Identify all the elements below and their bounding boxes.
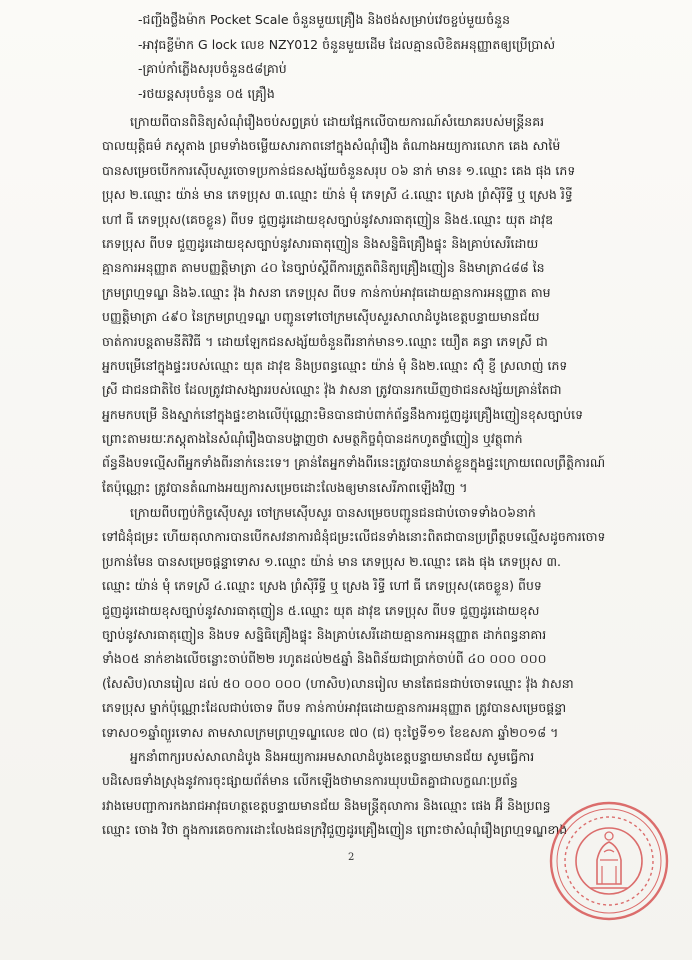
text-line: ប្រកាន់មែន បានសម្រេចផ្តន្ទាទោស ១.ឈ្មោះ យ៉ាន់ មាន ភេទប្រុស ២.ឈ្មោះ គេង ផុង ភេទប្រុស ៣. <box>102 553 562 569</box>
text-line: បាលយុត្តិធម៌ ភស្តុតាង ព្រមទាំងចម្លើយសារភាពនៅក្នុងសំណុំរឿង តំណាងអយ្យការលោក គេង សាម៉ៃ <box>102 138 561 154</box>
text-line: អ្នកបម្រើនៅក្នុងផ្ទះរបស់ឈ្មោះ យុត ដាវុឌ និងប្រពន្ធឈ្មោះ យ៉ាន់ មុំ និង២.ឈ្មោះ ស៊ុំ ខ្ញី ស្រលាញ់ ភេទ <box>102 357 568 373</box>
text-line: ច្បាប់នូវសារធាតុញៀន និងបទ សន្និធិគ្រឿងផ្ទុះ និងគ្រាប់សេរីដោយគ្មានការអនុញ្ញាត ដាក់ពន្ធនាគារ <box>102 626 547 642</box>
paragraph-prosecution <box>102 110 668 500</box>
page-number: 2 <box>348 852 355 863</box>
text-line: ក្រោយពីបានពិនិត្យសំណុំរឿងចប់សព្វគ្រប់ ដោយផ្អែកលើបាយការណ៍សំយោគរបស់មន្ត្រីនគរ <box>130 114 545 129</box>
text-line: ស្រី ជាជនជាតិថៃ ដែលត្រូវជាសង្សាររបស់ឈ្មោះ វ៉ុង វាសនា ត្រូវបានរកឃើញថាជនសង្ស័យគ្រាន់តែជា <box>102 382 562 398</box>
text-line: ក្រោយពីបញ្ចប់កិច្ចស៊ើបសួរ ចៅក្រមស៊ើបសួរ បានសម្រេចបញ្ជូនជនជាប់ចោទទាំង០៦នាក់ <box>130 505 536 520</box>
text-line: ក្រមព្រហ្មទណ្ឌ និង៦.ឈ្មោះ វ៉ុង វាសនា ភេទប្រុស ពីបទ កាន់កាប់អាវុធដោយគ្មានការអនុញ្ញាត តាម <box>102 284 551 300</box>
list-item: -គ្រាប់កាំភ្លើងសរុបចំនួន៥៨គ្រាប់ <box>138 61 287 76</box>
text-line: អ្នកមកបម្រើ និងស្នាក់នៅក្នុងផ្ទះខាងលើប៉ុណ្ណោះមិនបានជាប់ពាក់ព័ន្ធនឹងការជួញដូរគ្រឿងញៀនខុសច្បាប់ទេ <box>102 406 584 422</box>
text-line: ភេទប្រុស ពីបទ ជួញដូរដោយខុសច្បាប់នូវសារធាតុញៀន និងសន្និធិគ្រឿងផ្ទុះ និងគ្រាប់សេរីដោយ <box>102 235 539 251</box>
text-line: ទាំង០៥ នាក់ខាងលើចន្លោះចាប់ពី២២ រហូតដល់២៥ឆ្នាំ និងពិន័យជាប្រាក់ចាប់ពី ៤០ ០០០ ០០០ <box>102 651 547 667</box>
text-line: ចាត់ការបន្តតាមនីតិវិធី ។ ដោយឡែកជនសង្ស័យចំនួនពីរនាក់មាន១.ឈ្មោះ យឿត គន្ធា ភេទស្រី ជា <box>102 333 548 349</box>
text-line: ឈ្មោះ យ៉ាន់ មុំ ភេទស្រី ៤.ឈ្មោះ ស្រេង ព្រំស៊ិរីទ្ធី ឬ ស្រេង រិទ្ធី ហៅ ធី ភេទប្រុស(គេចខ្លួន) ពីបទ <box>102 578 542 594</box>
text-line: ទោស០១ឆ្នាំព្យួរទោស តាមសាលក្រមព្រហ្មទណ្ឌលេខ ៧០ (ជ) ចុះថ្ងៃទី១១ ខែឧសភា ឆ្នាំ២០១៨ ។ <box>102 724 559 740</box>
paragraph-verdict <box>102 501 668 745</box>
text-line: ទៅជំនុំជម្រះ ហើយតុលាការបានបើកសវនាការជំនុំជម្រះលើជនទាំងនោះពិតជាបានប្រព្រឹត្តបទល្មើសដូចការចោទ <box>102 529 606 545</box>
text-line: ភេទប្រុស ម្នាក់ប៉ុណ្ណោះដែលជាប់ចោទ ពីបទ កាន់កាប់អាវុធដោយគ្មានការអនុញ្ញាត ត្រូវបានសម្រេចផ្តន្ទា <box>102 700 567 716</box>
text-line: ជួញដូរដោយខុសច្បាប់នូវសារធាតុញៀន ៥.ឈ្មោះ យុត ដាវុឌ ភេទប្រុស ពីបទ ជួញដូរដោយខុស <box>102 602 540 618</box>
text-line: បញ្ញត្តិមាត្រា ៤៩០ នៃក្រមព្រហ្មទណ្ឌ បញ្ជូនទៅចៅក្រមស៊ើបសួរសាលាដំបូងខេត្តបន្ទាយមានជ័យ <box>102 309 540 325</box>
text-line: ព្រោះតាមរយៈភស្តុតាងនៃសំណុំរឿងបានបង្ហាញថា សមត្ថកិច្ចពុំបានដកហូតថ្នាំញៀន ឬវត្ថុពាក់ <box>102 431 523 447</box>
official-seal-stamp <box>548 800 670 922</box>
list-item: -អាវុធខ្លីម៉ាក G lock លេខ NZY012 ចំនួនមួយដើម ដែលគ្មានលិខិតអនុញ្ញាតឲ្យប្រើប្រាស់ <box>138 36 556 52</box>
evidence-list <box>138 8 658 106</box>
list-item: -ជញ្ជីងថ្លឹងម៉ាក Pocket Scale ចំនួនមួយគ្រឿង និងថង់សម្រាប់វេចខ្ចប់មួយចំនួន <box>138 12 511 27</box>
list-item: -រថយន្តសរុបចំនួន ០៥ គ្រឿង <box>138 85 275 101</box>
text-line: ហៅ ធី ភេទប្រុស(គេចខ្លួន) ពីបទ ជួញដូរដោយខុសច្បាប់នូវសារធាតុញៀន និង៥.ឈ្មោះ យុត ដាវុឌ <box>102 211 554 227</box>
text-line: តែប៉ុណ្ណោះ ត្រូវបានតំណាងអយ្យការសម្រេចដោះលែងឲ្យមានសេរីភាពឡើងវិញ ។ <box>102 479 468 495</box>
text-line: បដិសេធទាំងស្រុងនូវការចុះផ្សាយព័ត៌មាន លើកឡើងថាមានការឃុបឃិតគ្នាជាលក្ខណៈប្រព័ន្ធ <box>102 773 518 789</box>
text-line: (សែសិប)លានរៀល ដល់ ៥០ ០០០ ០០០ (ហាសិប)លានរៀល មានតែជនជាប់ចោទឈ្មោះ វ៉ុង វាសនា <box>102 675 574 691</box>
text-line: គ្មានការអនុញ្ញាត តាមបញ្ញត្តិមាត្រា ៤០ នៃច្បាប់ស្តីពីការត្រួតពិនិត្យគ្រឿងញៀន និងមាត្រា៤៨៨ នៃ <box>102 260 545 276</box>
text-line: ប្រុស ២.ឈ្មោះ យ៉ាន់ មាន ភេទប្រុស ៣.ឈ្មោះ យ៉ាន់ មុំ ភេទស្រី ៤.ឈ្មោះ ស្រេង ព្រំស៊ិរីទ្ធី ឬ ស្រេង រិទ្ធី <box>102 187 573 203</box>
text-line: អ្នកនាំពាក្យរបស់សាលាដំបូង និងអយ្យការអមសាលាដំបូងខេត្តបន្ទាយមានជ័យ សូមធ្វើការ <box>130 749 535 764</box>
text-line: ព័ន្ធនឹងបទល្មើសពីអ្នកទាំងពីរនាក់នេះទេ។ គ្រាន់តែអ្នកទាំងពីរនេះត្រូវបានឃាត់ខ្លួនក្នុងផ្ទះក្រោយពេលព្រឹត្តិការណ៍ <box>102 455 606 471</box>
text-line: រវាងមេបញ្ជាការកងរាជអាវុធហត្ថខេត្តបន្ទាយមានជ័យ និងមន្ត្រីតុលាការ និងឈ្មោះ ផេង អ៊ី និងប្រពន្ធ <box>102 797 551 813</box>
text-line: ឈ្មោះ ចោង វិថា ក្នុងការគេចការដោះលែងជនក្រវ៉ិជួញដូរគ្រឿងញៀន ព្រោះថាសំណុំរឿងព្រហ្មទណ្ឌខាង <box>102 822 568 838</box>
text-line: បានសម្រេចបើកការស៊ើបសួរចោទប្រកាន់ជនសង្ស័យចំនួនសរុប ០៦ នាក់ មាន៖ ១.ឈ្មោះ គេង ផុង ភេទ <box>102 162 576 178</box>
